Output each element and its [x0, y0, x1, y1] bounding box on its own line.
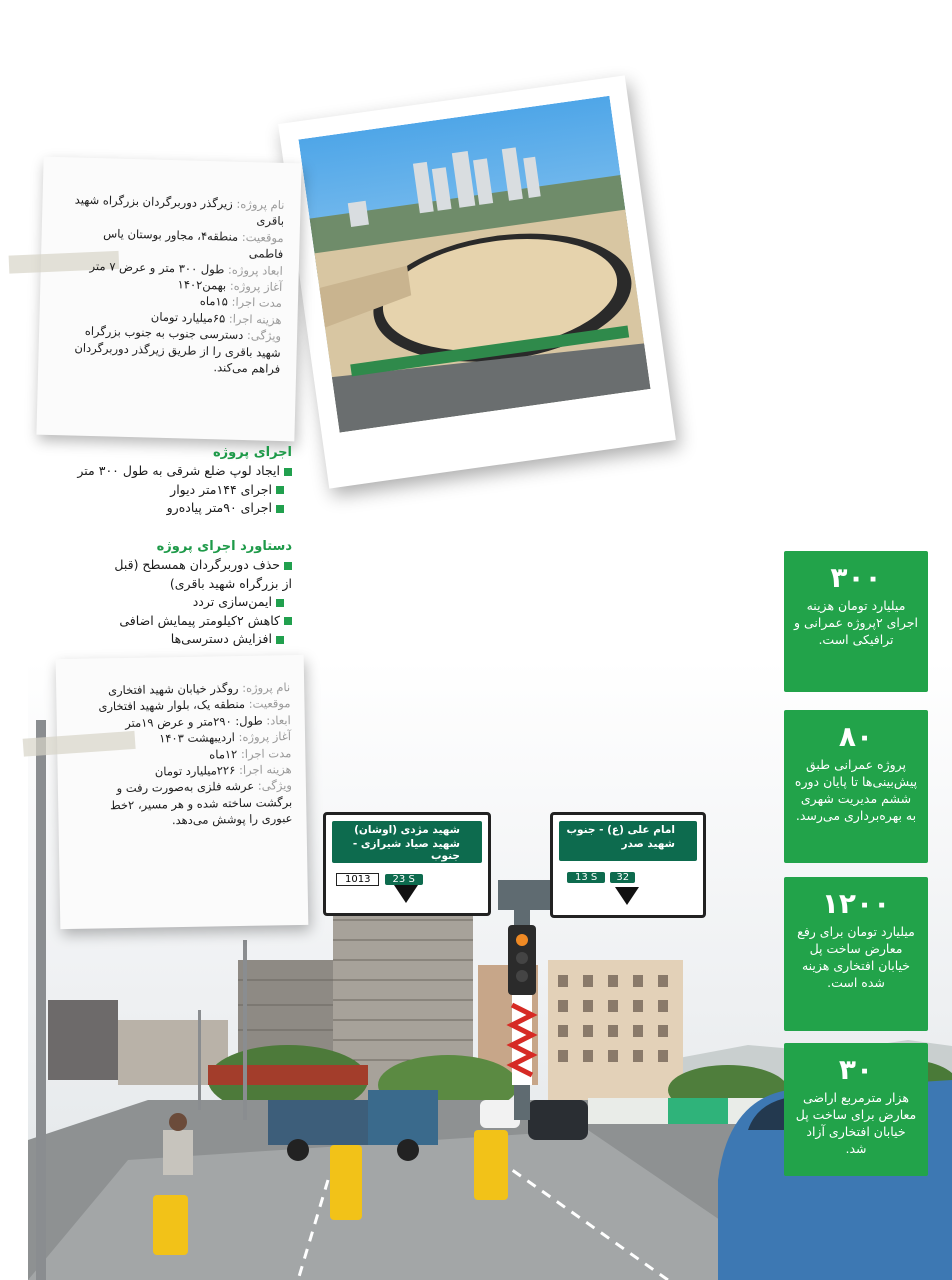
- project1-name-label: نام پروژه:: [236, 196, 285, 212]
- list-item: ایجاد لوپ ضلع شرقی به طول ۳۰۰ متر: [0, 462, 292, 480]
- project1-duration-label: مدت اجرا:: [231, 295, 283, 311]
- project2-name-label: نام پروژه:: [242, 680, 291, 695]
- stat-box-1: [784, 551, 928, 692]
- stat-text: هزار مترمربع اراضی معارض برای ساخت پل خیابان افتخاری آزاد شد.: [795, 1090, 917, 1156]
- bullet-square-icon: [284, 562, 292, 570]
- bullet-square-icon: [276, 486, 284, 494]
- project1-cost: ۶۵میلیارد تومان: [150, 309, 226, 326]
- project2-start: اردیبهشت ۱۴۰۳: [159, 730, 236, 746]
- bullet-square-icon: [284, 468, 292, 476]
- stat-number: ۳۰۰: [830, 561, 882, 594]
- project1-duration: ۱۵ماه: [199, 294, 229, 309]
- project1-feature: دسترسی جنوب به جنوب بزرگراه شهید باقری را از طریق زیرگذر دوربرگردان فراهم می‌کند.: [74, 324, 281, 376]
- project2-note: [56, 655, 309, 929]
- sign-left-line1: شهید مژدی (اوشان): [354, 824, 460, 836]
- project2-duration: ۱۲ماه: [209, 746, 238, 762]
- arrow-down-icon: [394, 885, 418, 903]
- list-item: افزایش دسترسی‌ها: [0, 630, 284, 648]
- project1-location-label: موقعیت:: [241, 229, 284, 245]
- sign-right-line1: امام علی (ع) - جنوب: [566, 824, 675, 836]
- list-item: ایمن‌سازی تردد: [0, 593, 284, 611]
- road-sign-right: [550, 812, 706, 918]
- list-item: اجرای ۹۰متر پیاده‌رو: [0, 499, 284, 517]
- project2-feature-label: ویژگی:: [257, 778, 293, 794]
- bullet-square-icon: [284, 617, 292, 625]
- stat-number: ۱۲۰۰: [821, 887, 891, 920]
- arrow-down-icon: [615, 887, 639, 905]
- project2-location-label: موقعیت:: [248, 696, 291, 712]
- project2-location: منطقه یک، بلوار شهید افتخاری: [98, 697, 246, 714]
- project1-name: زیرگذر دوربرگردان بزرگراه شهید باقری: [74, 192, 285, 229]
- bullet-square-icon: [276, 599, 284, 607]
- loop-photo: [298, 96, 650, 433]
- list-item: کاهش ۲کیلومتر پیمایش اضافی: [0, 612, 292, 630]
- stat-number: ۸۰: [838, 720, 874, 753]
- sign-right-route: 13 S: [567, 872, 605, 883]
- bullet-square-icon: [276, 636, 284, 644]
- project1-note: [36, 157, 301, 442]
- sign-right-number: 32: [610, 872, 635, 883]
- stat-text: پروژه عمرانی طبق پیش‌بینی‌ها تا پایان دوره ششم مدیریت شهری به بهره‌برداری می‌رسد.: [794, 757, 918, 823]
- project2-cost-label: هزینه اجرا:: [238, 762, 292, 778]
- road-sign-left: [323, 812, 491, 916]
- sign-right-line2: شهید صدر: [621, 838, 675, 850]
- stat-box-4: [784, 1043, 928, 1176]
- stat-text: میلیارد تومان هزینه اجرای ۲پروژه عمرانی و ترافیکی است.: [794, 598, 918, 647]
- loop-photo-frame: [278, 75, 676, 488]
- list-item: حذف دوربرگردان همسطح (قبل از بزرگراه شهید باقری): [114, 557, 292, 591]
- project2-start-label: آغاز پروژه:: [238, 729, 292, 745]
- project1-cost-label: هزینه اجرا:: [228, 311, 282, 327]
- sign-left-line2: شهید صیاد شیرازی - جنوب: [352, 838, 460, 862]
- achievements-title: دستاورد اجرای پروژه: [156, 539, 292, 554]
- bullet-square-icon: [276, 505, 284, 513]
- project2-dims: طول: ۲۹۰متر و عرض ۱۹متر: [125, 713, 263, 730]
- stat-text: میلیارد تومان برای رفع معارض ساخت پل خیابان افتخاری هزینه شده است.: [797, 924, 915, 990]
- project1-location: منطقه۴، مجاور بوستان یاس فاطمی: [103, 226, 284, 262]
- execution-section: [0, 444, 292, 518]
- project2-duration-label: مدت اجرا:: [240, 745, 292, 761]
- achievements-section: [0, 538, 292, 648]
- stat-box-3: [784, 877, 928, 1031]
- project1-feature-label: ویژگی:: [246, 328, 282, 344]
- project2-dims-label: ابعاد:: [266, 712, 291, 728]
- sign-left-route: 23 S: [385, 874, 423, 885]
- stat-number: ۳۰: [838, 1053, 874, 1086]
- project2-feature: عرشه فلزی به‌صورت رفت و برگشت ساخته شده و هر مسیر، ۲خط عبوری را پوشش می‌دهد.: [109, 779, 293, 828]
- project2-cost: ۲۲۶میلیارد تومان: [154, 763, 236, 779]
- project1-dims: طول ۳۰۰ متر و عرض ۷ متر: [89, 258, 225, 277]
- project2-name: روگذر خیابان شهید افتخاری: [107, 680, 239, 698]
- project1-dims-label: ابعاد پروژه:: [227, 262, 283, 278]
- execution-title: اجرای پروژه: [212, 445, 292, 460]
- stat-box-2: [784, 710, 928, 863]
- project1-start: بهمن۱۴۰۲: [177, 277, 227, 293]
- sign-left-number: 1013: [336, 873, 379, 886]
- project1-start-label: آغاز پروژه:: [229, 278, 283, 294]
- list-item: اجرای ۱۴۴متر دیوار: [0, 481, 284, 499]
